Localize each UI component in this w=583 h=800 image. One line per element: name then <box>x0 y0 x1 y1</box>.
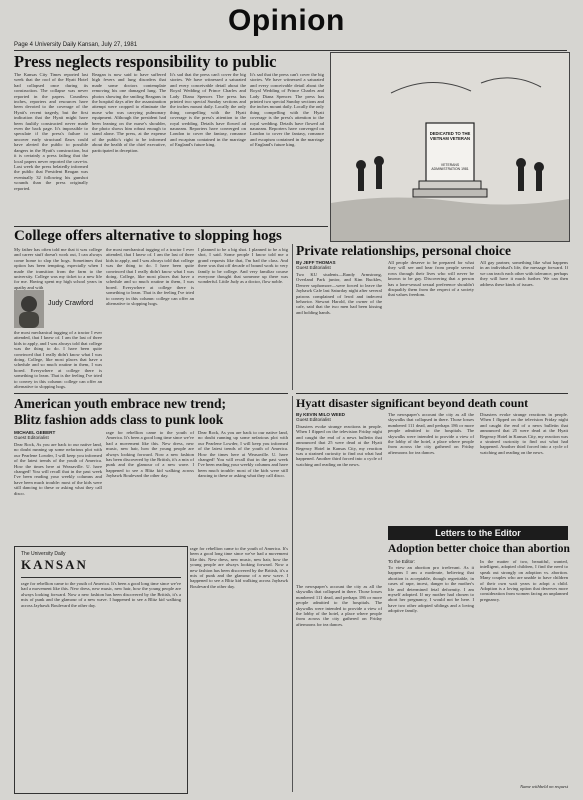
column-divider <box>292 396 293 792</box>
divider <box>296 393 568 394</box>
private-byline: By JEFF THOMAS <box>296 260 336 265</box>
cartoon-subcaption: VETERANS ADMINISTRATION 1981 <box>431 163 469 171</box>
letters-signature: Name withheld on request <box>520 784 568 789</box>
letters-text-col1: To view an abortion pro irrelevant. As it happens I am a moderate, believing that abortion is acceptable, though regrettable, in cases of rape, incest, danger to the mother's life and determined fetal deformity. I am myself adopted. If my mother had chosen to abort her pregnancy, I would not be here. I have two other adopted siblings and a loving adoptive family. <box>388 565 474 614</box>
letters-text-col2: In the matter of two, beautiful, wanted, intelligent, adopted children, I find the need to speak out strongly on adoption vs. abortion. Many couples who are unable to have children of their own wait years to adopt a child. Adoption is a loving option that deserves more consideration from women facing an unplanned pregnancy. <box>480 559 568 602</box>
editorial-cartoon <box>330 52 570 242</box>
embrace-text-col1: Dear Rock, As you are back to our native land, no doubt running up some nefarious plot with our Pearlene Lowder, I will keep you informed of the latest trends of the youth of America. How the times here at Weasaville. U. have changed! You will recall that in the past week I've been reading your weekly columns and have been much trouble: most of the kids were still dancing to these or asking what they call disco. <box>14 442 102 496</box>
embrace-text-col4: rage for rebellion came to the youth of America. It's been a good long time since we've had a movement like this. New dress, new music, new hair, how the young people are always looking forward. Now a new fashion has been discovered by the British, it's a mix of punk and the glamour of a new wave. I happened to see a Blitz kid walking across Jayhawk Boulevard the other day. <box>190 546 288 589</box>
hyatt-text-col3: Disasters evoke strange reactions in people. When I flipped on the television Friday night and caught the end of a news bulletin that announced that 25 were dead at the Hyatt Regency Hotel in Kansas City, my reaction was a strained curiosity to find out what had happened. Another third forced into a cycle of watching and reading on the news. <box>480 412 568 455</box>
cartoon-caption: DEDICATED TO THE VIETNAM VETERAN <box>429 131 471 141</box>
cartoon-drawing <box>331 53 569 241</box>
divider <box>14 393 288 394</box>
private-headline: Private relationships, personal choice <box>296 243 511 258</box>
lead-headline: Press neglects responsibility to public <box>14 52 277 71</box>
masthead-rule <box>21 577 181 578</box>
letters-headline: Adoption better choice than abortion <box>388 543 570 555</box>
hyatt-byline: By KEVIN MILO WEED <box>296 412 346 417</box>
embrace-byline: MICHAEL GEBERT <box>14 430 56 435</box>
column-divider <box>292 244 293 390</box>
hyatt-text-col4: The newspaper's account the city as all the skywalks that collapsed in there. Those losses numbered 111 dead, and perhaps 186 or more people admitted to the hospitals. The skywalks were intended to provide a view of the lobby of the hotel, a place where people from across the city gathered on Friday afternoons for tea dances. <box>296 584 382 627</box>
college-text-col2: the most mechanical tugging of a tractor I ever attended, that I knew of. I am the last of three kids to apply, and I was always told that college was the thing to do. I have been quite convinced that I really didn't know what I was doing. College, like most places that have a schedule and so much routine in them, I was bored. Everywhere at college there is something to learn. That is the feeling I've tried to convey in this column: college can offer an alternative to slopping hogs. <box>106 247 194 307</box>
private-text-col3: All gay partner, something like what happens in an individual's life, the message forward. If we can teach each other with tolerance, perhaps they will have it much further. We can then address these kinds of issues. <box>480 260 568 287</box>
lead-text-col1: The Kansas City Times reported last week that the roof of the Hyatt Hotel had collapsed once during its construction. The collapse was never reported in the papers. Countless inches, reporters and resources have been devoted to the coverage of the Hyatt's recent tragedy, but the first indication that the Hyatt might have been faultily constructed never made even the back page. It's impossible to speculate if the press's failure to uncover early structural flaws could have alerted the public to possible dangers in the Hyatt's construction, but it is certainly a press failing that the local papers never reported the cave-in. Last week the press belatedly informed the public that President Reagan was eventually 32 following his gunshot wounds than the press originally reported. <box>14 72 88 191</box>
hyatt-headline: Hyatt disaster significant beyond death count <box>296 396 529 410</box>
letters-salutation: To the Editor: <box>388 559 416 564</box>
embrace-headline: American youth embrace new trend; <box>14 396 226 411</box>
private-byline-role: Guest Editorialist <box>296 265 331 270</box>
embrace-text-col3: Dear Rock, As you are back to our native land, no doubt running up some nefarious plot with our Pearlene Lowder, I will keep you informed of the latest trends of the youth of America. How the times here at Weasaville. U. have changed! You will recall that in the past week I've been reading your weekly columns and have been much trouble: most of the kids were still dancing to these or asking what they call disco. <box>198 430 288 479</box>
embrace-byline-role: Guest Editorialist <box>14 435 49 440</box>
embrace-text-col2: rage for rebellion came to the youth of America. It's been a good long time since we've had a movement like this. New dress, new music, new hair, how the young people are always looking forward. Now a new fashion has been discovered by the British, it's a mix of punk and the glamour of a new wave. I happened to see a Blitz kid walking across Jayhawk Boulevard the other day. <box>106 430 194 479</box>
embrace-headline-2: Blitz fashion adds class to punk look <box>14 412 224 427</box>
private-text-col1: Two KU students—Randy Armstrong, Overland Park junior, and Kim Buckles, Denver sophomore—were forced to leave the Jayhawk Cafe last Saturday night after several patrons complained of lewd and indecent behavior. Stewart Harold, the owner of the cafe, said that the two men had been kissing and holding hands. <box>296 272 382 315</box>
page-title: Opinion <box>228 4 345 37</box>
folio-line <box>14 41 567 51</box>
masthead-box <box>14 546 188 794</box>
author-photo <box>14 290 44 328</box>
masthead-staff: rage for rebellion came to the youth of America. It's been a good long time since we've had a movement like this. New dress, new music, new hair, how the young people are always looking forward. Now a new fashion has been discovered by the British, it's a mix of punk and the glamour of a new wave. I happened to see a Blitz kid walking across Jayhawk Boulevard the other day. <box>21 581 181 608</box>
hyatt-text-col2: The newspaper's account the city as all the skywalks that collapsed in there. Those losses numbered 111 dead, and perhaps 186 or more people admitted to the hospitals. The skywalks were intended to provide a view of the lobby of the hotel, a place where people from across the city gathered on Friday afternoons for tea dances. <box>388 412 474 455</box>
masthead-section: The University Daily <box>21 551 66 557</box>
private-text-col2: All people deserve to be prepared for what they will see and hear from people several rows through their lives who will never be known to be gay. Discovering that a person has a lone-sexual sexual preference shouldn't disqualify them from the respect of a society that values freedom. <box>388 260 474 298</box>
folio-text: Page 4 University Daily Kansan, July 27, 1981 <box>14 42 138 48</box>
college-text-col3: I planned to be a big shot. I planned to be a big shot, I said. Some people I know told me a grand requests like that, I'm bad the class. And there was that off decade of bound work to very family to be college. And very familiar course everyone thought that someone up there was wonderful. Little Judy as a doctor, flow noble. <box>198 247 288 285</box>
lead-text-col4: It's sad that the press can't cover the big stories. We have witnessed a saturated and every conceivable detail about the Royal Wedding of Prince Charles and Lady Diana Spencer. The press has printed two special Sunday sections and the inches mount daily. Locally the only thing compelling with the Hyatt coverage is the press's attention to the royal wedding. Details have flowed ad nauseam. Reporters have converged on London to cover the fantasy, romance and escapism contained in the marriage of England's future king. <box>250 72 324 148</box>
hyatt-byline-role: Guest Editorialist <box>296 417 331 422</box>
letters-banner: Letters to the Editor <box>388 526 568 540</box>
divider <box>14 226 328 227</box>
college-text-intro: My father has often told me that it was college and career stuff doesn't work out, I can always come home to slop the hogs. Sometimes that option has been tempting, especially when I made the transition from the farm to the university. College was my ticket to a new life for me. Having spent my high school years in apathy and with <box>14 247 102 290</box>
college-text-col1: the most mechanical tugging of a tractor I ever attended, that I knew of. I am the last of three kids to apply, and I was always told that college was the thing to do. I have been quite convinced that I really didn't know what I was doing. College, like most places that have a schedule and so much routine in them, I was bored. Everywhere at college there is something to learn. That is the feeling I've tried to convey in this column: college can offer an alternative to slopping hogs. <box>14 330 102 390</box>
college-headline: College offers alternative to slopping hogs <box>14 228 282 244</box>
hyatt-text-col1: Disasters evoke strange reactions in people. When I flipped on the television Friday night and caught the end of a news bulletin that announced that 25 were dead at the Hyatt Regency Hotel in Kansas City, my reaction was a strained curiosity to find out what had happened. Another third forced into a cycle of watching and reading on the news. <box>296 424 382 467</box>
lead-text-col2: Reagan is now said to have suffered high fevers and lung disorders that made some doctors contemplate removing his one damaged lung. The photos showing the smiling Reagans in the hospital days after the assassination attempt were cropped to eliminate the nurse who was carrying pulmonary equipment. Although the president had been leaning on the nurse's shoulder, the photo shows him robust enough to stand alone. The press, at the expense of the public's right to be informed about the health of the chief executive, participated in deception. <box>92 72 166 153</box>
lead-text-col3: It's sad that the press can't cover the big stories. We have witnessed a saturated and every conceivable detail about the Royal Wedding of Prince Charles and Lady Diana Spencer. The press has printed two special Sunday sections and the inches mount daily. Locally the only thing compelling with the Hyatt coverage is the press's attention to the royal wedding. Details have flowed ad nauseam. Reporters have converged on London to cover the fantasy, romance and escapism contained in the marriage of England's future king. <box>170 72 246 148</box>
author-silhouette <box>14 290 44 328</box>
masthead-name: KANSAN <box>21 557 88 572</box>
author-name: Judy Crawford <box>48 300 94 307</box>
